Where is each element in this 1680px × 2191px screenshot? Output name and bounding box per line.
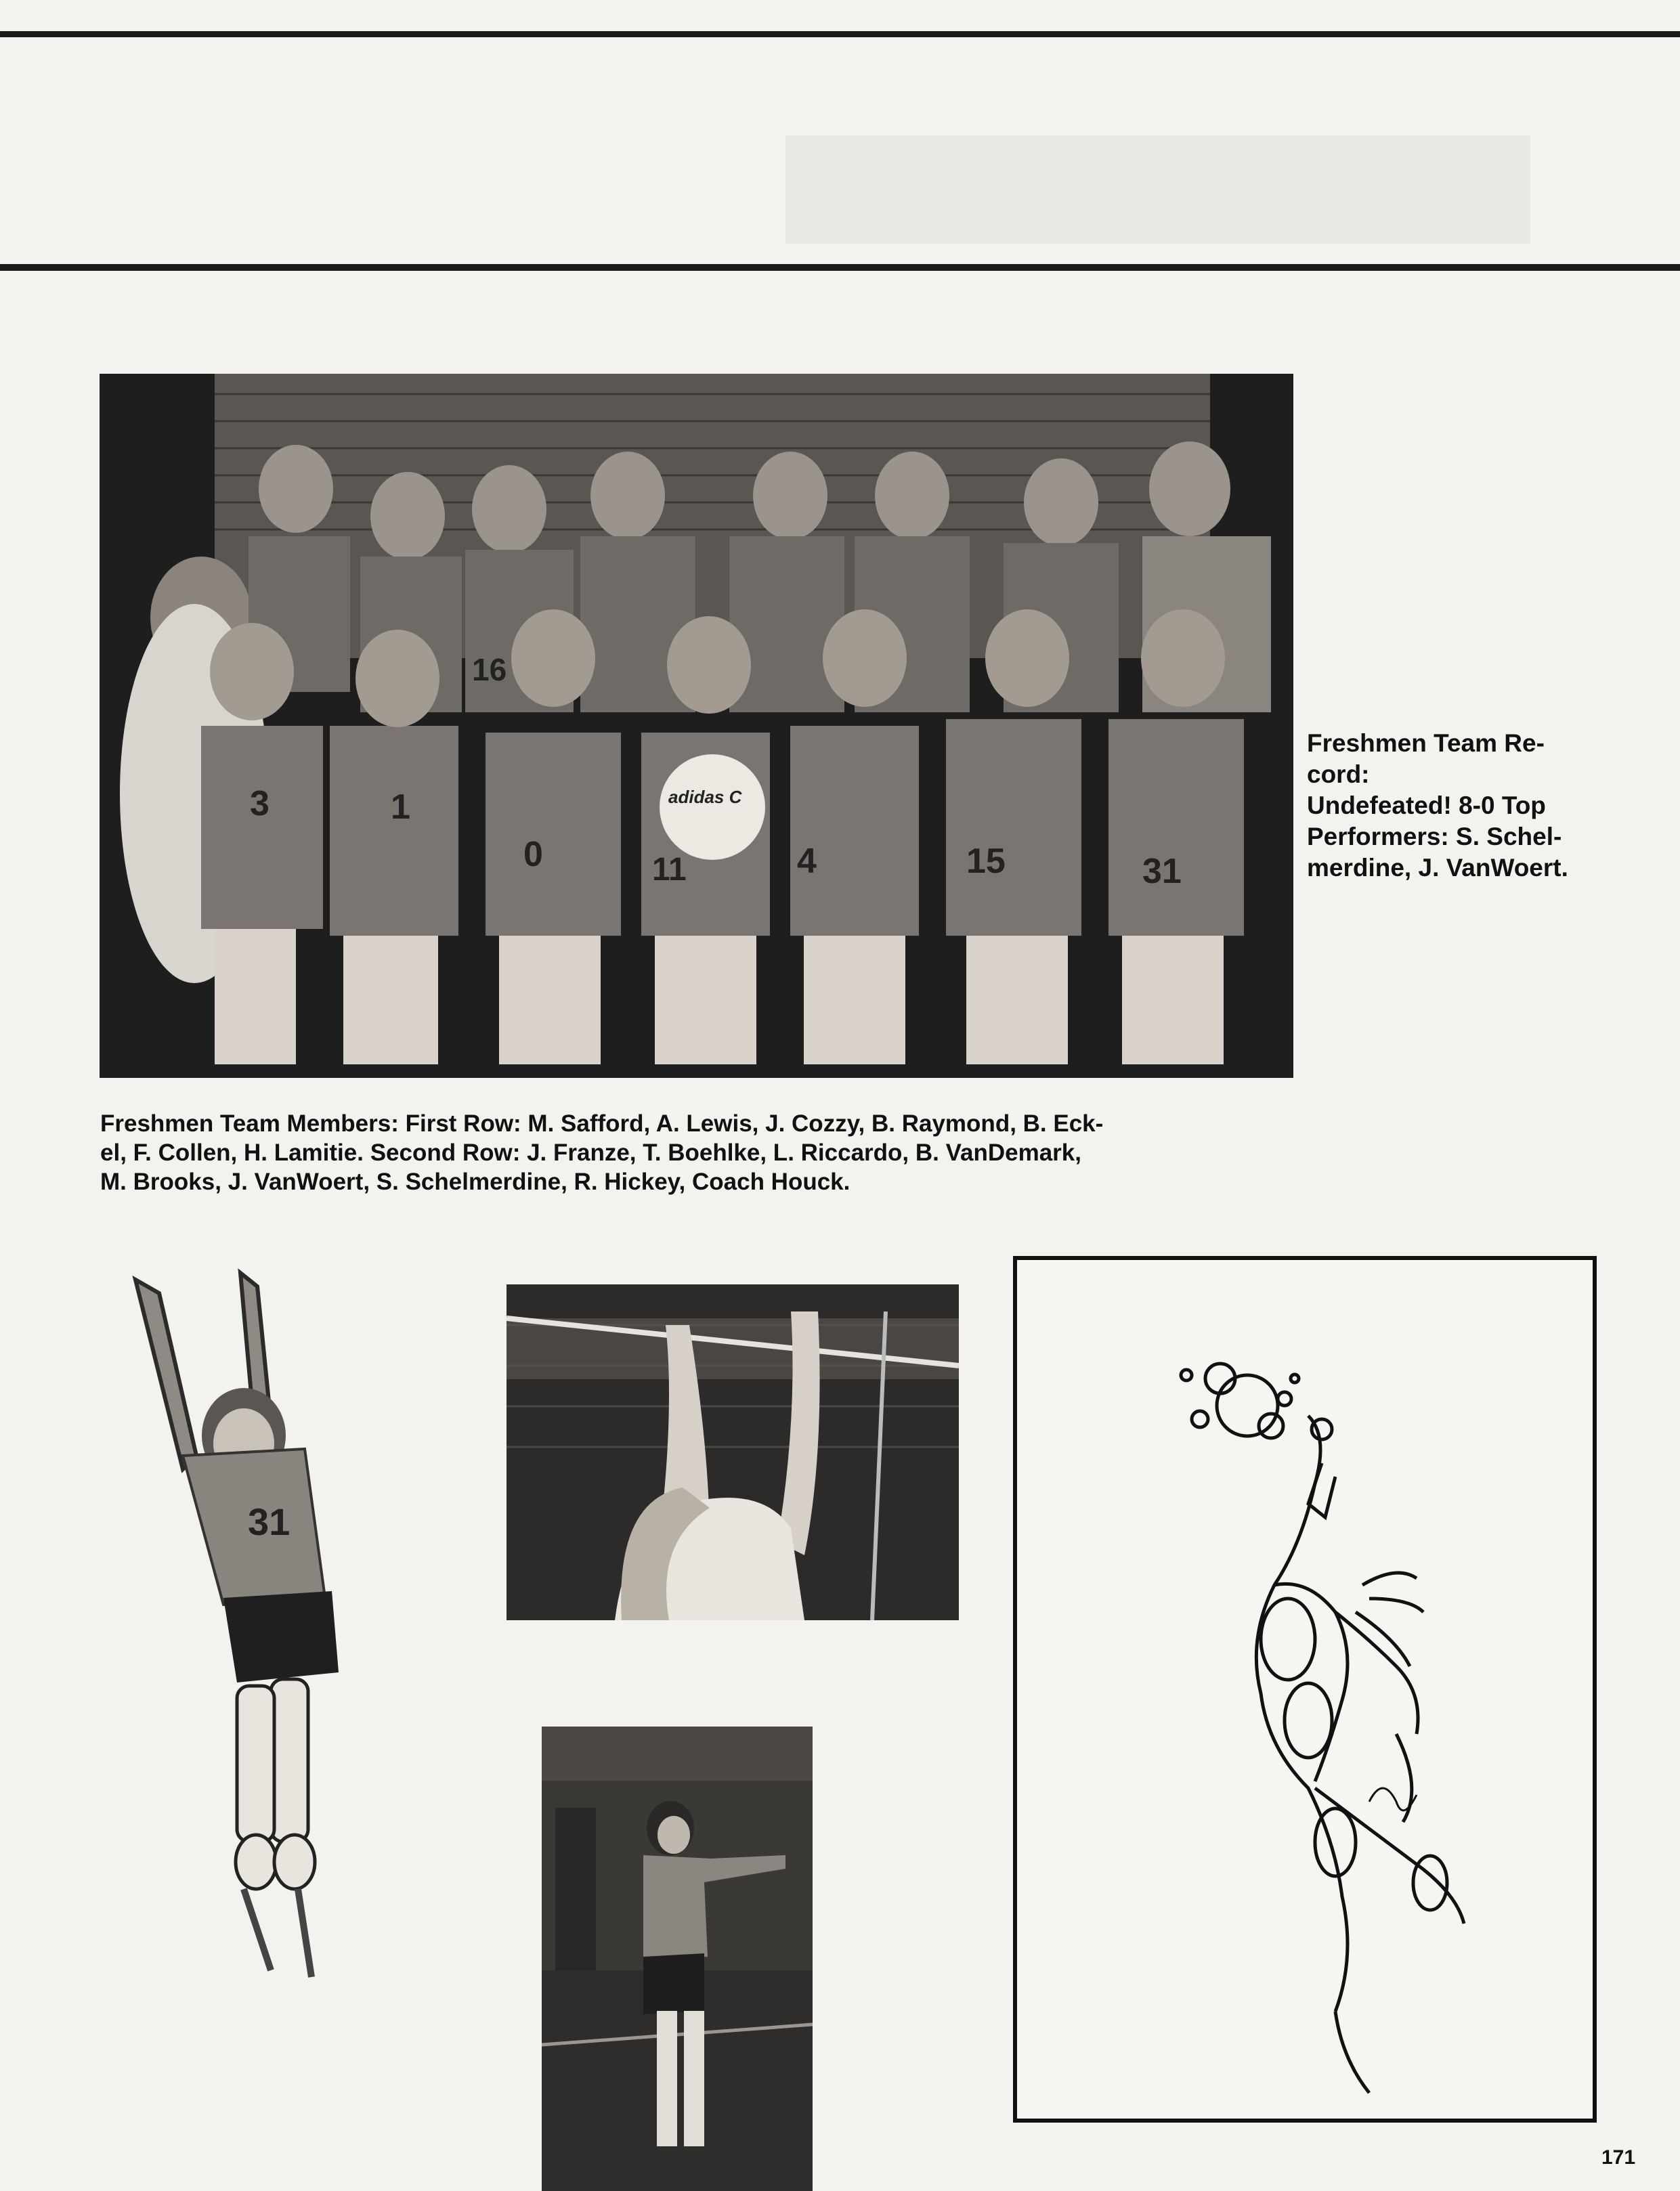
jumping-player-photo — [108, 1266, 420, 2065]
team-members-caption — [100, 1109, 1319, 1196]
jersey-number: 15 — [966, 842, 1006, 881]
jersey-number: 1 — [391, 787, 410, 827]
jersey-number: 0 — [523, 835, 543, 874]
jersey-number: 4 — [797, 842, 817, 881]
record-line: merdine, J. VanWoert. — [1307, 854, 1568, 882]
jersey-number: 31 — [1142, 852, 1182, 891]
caption-line: M. Brooks, J. VanWoert, S. Schelmerdine, R. Hickey, Coach Houck. — [100, 1169, 850, 1195]
serve-photo — [542, 1727, 813, 2191]
caption-line: el, F. Collen, H. Lamitie. Second Row: J. Franze, T. Boehlke, L. Riccardo, B. VanDemark, — [100, 1140, 1081, 1166]
team-record-caption — [1307, 728, 1625, 884]
record-line: cord: — [1307, 760, 1370, 788]
top-rule — [0, 31, 1680, 37]
bleed-through-title — [785, 135, 1530, 244]
volleyball-player-drawing — [1017, 1260, 1593, 2119]
jersey-number: 16 — [472, 652, 507, 687]
record-line: Undefeated! 8-0 Top — [1307, 791, 1546, 819]
header-rule — [0, 264, 1680, 271]
team-photo — [100, 374, 1293, 1078]
record-line: Freshmen Team Re- — [1307, 729, 1545, 757]
record-line: Performers: S. Schel- — [1307, 823, 1562, 850]
jersey-number: 3 — [250, 784, 270, 823]
net-block-photo — [507, 1284, 959, 1620]
ball-label: adidas C — [668, 787, 742, 807]
jersey-number: 11 — [652, 852, 687, 888]
caption-line: Freshmen Team Members: First Row: M. Safford, A. Lewis, J. Cozzy, B. Raymond, B. Eck- — [100, 1110, 1104, 1137]
player-jersey-number: 31 — [248, 1500, 290, 1543]
page-number: 171 — [1601, 2146, 1636, 2169]
line-art-frame — [1013, 1256, 1597, 2123]
